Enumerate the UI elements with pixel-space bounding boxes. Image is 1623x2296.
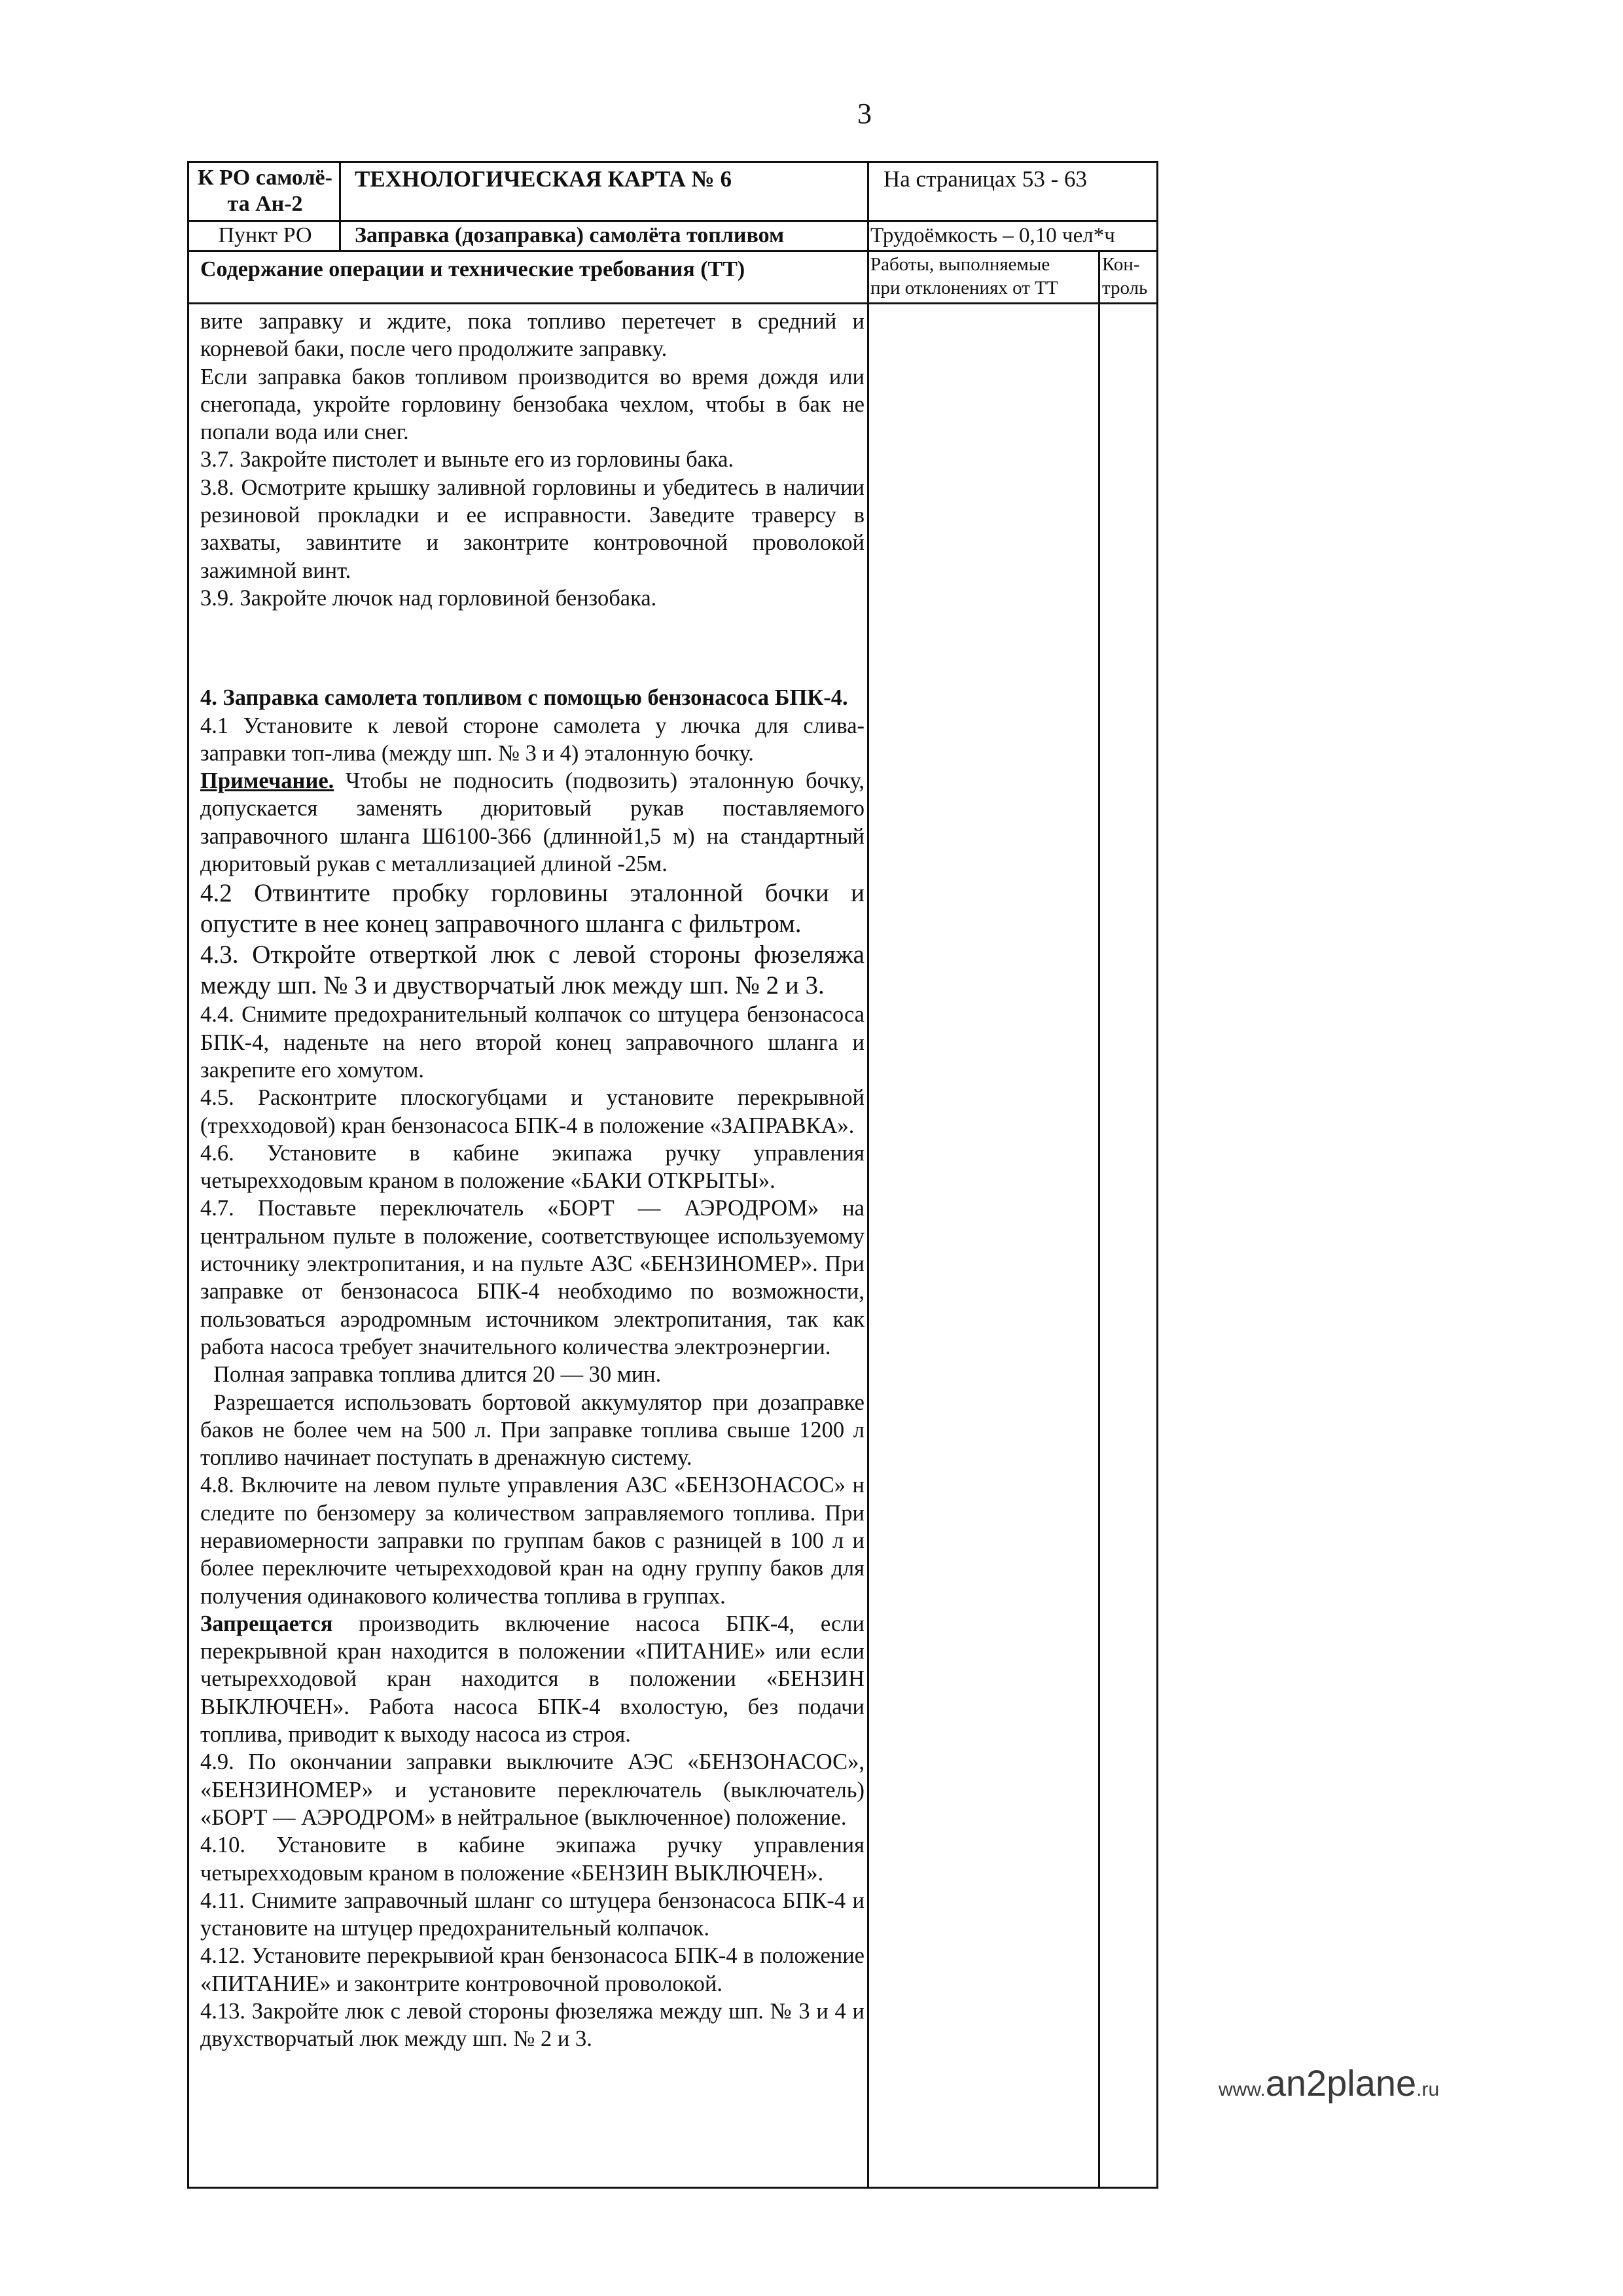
paragraph: 3.7. Закройте пистолет и выньте его из горловины бака.	[200, 447, 734, 473]
paragraph: 4.2 Отвинтите пробку горловины эталонной бочки и опустите в нее конец заправочного шланга с фильтром.	[200, 879, 865, 939]
paragraph: Разрешается использовать бортовой аккумулятор при дозаправке баков не более чем на 500 л. При заправке топлива свыше 1200 л топливо начинает поступать в дренажную систему.	[200, 1390, 865, 1471]
paragraph: 3.9. Закройте лючок над горловиной бензобака.	[200, 585, 657, 611]
paragraph: 4.9. По окончании заправки выключите АЭС «БЕНЗОНАСОС», «БЕНЗИНОМЕР» и установите переключатель (выключатель) «БОРТ — АЭРОДРОМ» в нейтральное (выключенное) положение.	[200, 1749, 865, 1830]
operation-content	[200, 308, 865, 2053]
main-col-divider	[867, 161, 869, 2187]
content-header: Содержание операции и технические требования (ТТ)	[200, 257, 745, 281]
deviation-line2: при отклонениях от ТТ	[870, 278, 1058, 298]
paragraph: Если заправка баков топливом производится во время дождя или снегопада, укройте горловину бензобака чехлом, чтобы в бак не попали вода или снег.	[200, 364, 865, 445]
note-text: Чтобы не подносить (подвозить) эталонную бочку, допускается заменять дюритовый рукав поставляемого заправочного шланга Ш6100-366 (длинной1,5 м) на стандартный дюритовый рукав с металлизацией длиной -25м.	[200, 768, 865, 877]
item-label: Пункт РО	[218, 223, 312, 247]
paragraph: 4.3. Откройте отверткой люк с левой стороны фюзеляжа между шп. № 3 и двустворчатый люк между шп. № 2 и 3.	[200, 941, 865, 1000]
paragraph: 4.8. Включите на левом пульте управления АЗС «БЕНЗОНАСОС» н следите по бензомеру за количеством заправляемого топлива. При неравиомерности заправки по группам баков с разницей в 100 л и более переключите четырехходовой кран на одну группу баков для получения одинакового количества топлива в группах.	[200, 1473, 865, 1609]
site-watermark	[1219, 2062, 1439, 2104]
paragraph: 4.12. Установите перекрывиой кран бензонасоса БПК-4 в положение «ПИТАНИЕ» и законтрите контровочной проволокой.	[200, 1943, 865, 1996]
deviation-line1: Работы, выполняемые	[870, 254, 1050, 275]
paragraph: 4.5. Расконтрите плоскогубцами и установите перекрывной (трехходовой) кран бензонасоса БПК-4 в положение «ЗАПРАВКА».	[200, 1085, 865, 1138]
pages-ref: На страницах 53 - 63	[883, 166, 1087, 192]
forbid-label: Запрещается	[200, 1611, 333, 1636]
paragraph: 4.13. Закройте люк с левой стороны фюзеляжа между шп. № 3 и 4 и двухстворчатый люк между шп. № 2 и 3.	[200, 1999, 865, 2052]
labor-intensity: Трудоёмкость – 0,10 чел*ч	[870, 224, 1115, 247]
aircraft-line2: та Ан-2	[227, 192, 303, 216]
control-line2: троль	[1102, 278, 1148, 298]
aircraft-line1: К РО самолё-	[198, 166, 332, 190]
operation-title: Заправка (дозаправка) самолёта топливом	[355, 223, 785, 247]
card-title: ТЕХНОЛОГИЧЕСКАЯ КАРТА № 6	[355, 166, 732, 192]
paragraph: 3.8. Осмотрите крышку заливной горловины и убедитесь в наличии резиновой прокладки и ее исправности. Заведите траверсу в захваты, завинтите и законтрите контровочной проволокой зажимной винт.	[200, 475, 865, 583]
watermark-prefix: www.	[1219, 2079, 1266, 2100]
watermark-domain: an2plane	[1265, 2062, 1417, 2104]
note-paragraph	[200, 767, 865, 878]
control-header	[1102, 253, 1147, 300]
header-row-divider-1	[187, 220, 1156, 222]
paragraph: 4.6. Установите в кабине экипажа ручку управления четырехходовым краном в положение «БАКИ ОТКРЫТЫ».	[200, 1140, 865, 1194]
paragraph: вите заправку и ждите, пока топливо перетечет в средний и корневой баки, после чего продолжите заправку.	[200, 309, 865, 362]
header-col-divider-1	[339, 161, 341, 250]
watermark-suffix: .ru	[1416, 2079, 1440, 2100]
paragraph: 4.4. Снимите предохранительный колпачок со штуцера бензонасоса БПК-4, наденьте на него второй конец заправочного шланга и закрепите его хомутом.	[200, 1002, 865, 1083]
deviation-header	[870, 253, 1058, 300]
paragraph: 4.10. Установите в кабине экипажа ручку управления четырехходовым краном в положение «БЕНЗИН ВЫКЛЮЧЕН».	[200, 1833, 865, 1886]
page-number: 3	[857, 98, 872, 130]
header-row-divider-2	[187, 250, 1156, 252]
note-label: Примечание.	[200, 768, 334, 794]
forbid-paragraph	[200, 1610, 865, 1748]
paragraph: 4.11. Снимите заправочный шланг со штуцера бензонасоса БПК-4 и установите на штуцер предохранительный колпачок.	[200, 1888, 865, 1941]
paragraph: 4.1 Установите к левой стороне самолета у лючка для слива-заправки топ-лива (между шп. № 3 и 4) эталонную бочку.	[200, 713, 865, 766]
header-row-divider-3	[187, 302, 1156, 304]
section-4-title: 4. Заправка самолета топливом с помощью бензонасоса БПК-4.	[200, 685, 848, 711]
control-col-divider	[1098, 250, 1100, 2187]
control-line1: Кон-	[1102, 254, 1140, 275]
aircraft-cell	[194, 165, 336, 217]
forbid-text: производить включение насоса БПК-4, если перекрывной кран находится в положении «ПИТАНИЕ» или если четырехходовой кран находится в положении «БЕНЗИН ВЫКЛЮЧЕН». Работа насоса БПК-4 вхолостую, без подачи топлива, приводит к выходу насоса из строя.	[200, 1611, 865, 1748]
paragraph: 4.7. Поставьте переключатель «БОРТ — АЭРОДРОМ» на центральном пульте в положение, соответствующее используемому источнику электропитания, и на пульте АЗС «БЕНЗИНОМЕР». При заправке от бензонасоса БПК-4 необходимо по возможности, пользоваться аэродромным источником электропитания, так как работа насоса требует значительного количества электроэнергии.	[200, 1196, 865, 1359]
paragraph: Полная заправка топлива длится 20 — 30 мин.	[213, 1362, 662, 1388]
